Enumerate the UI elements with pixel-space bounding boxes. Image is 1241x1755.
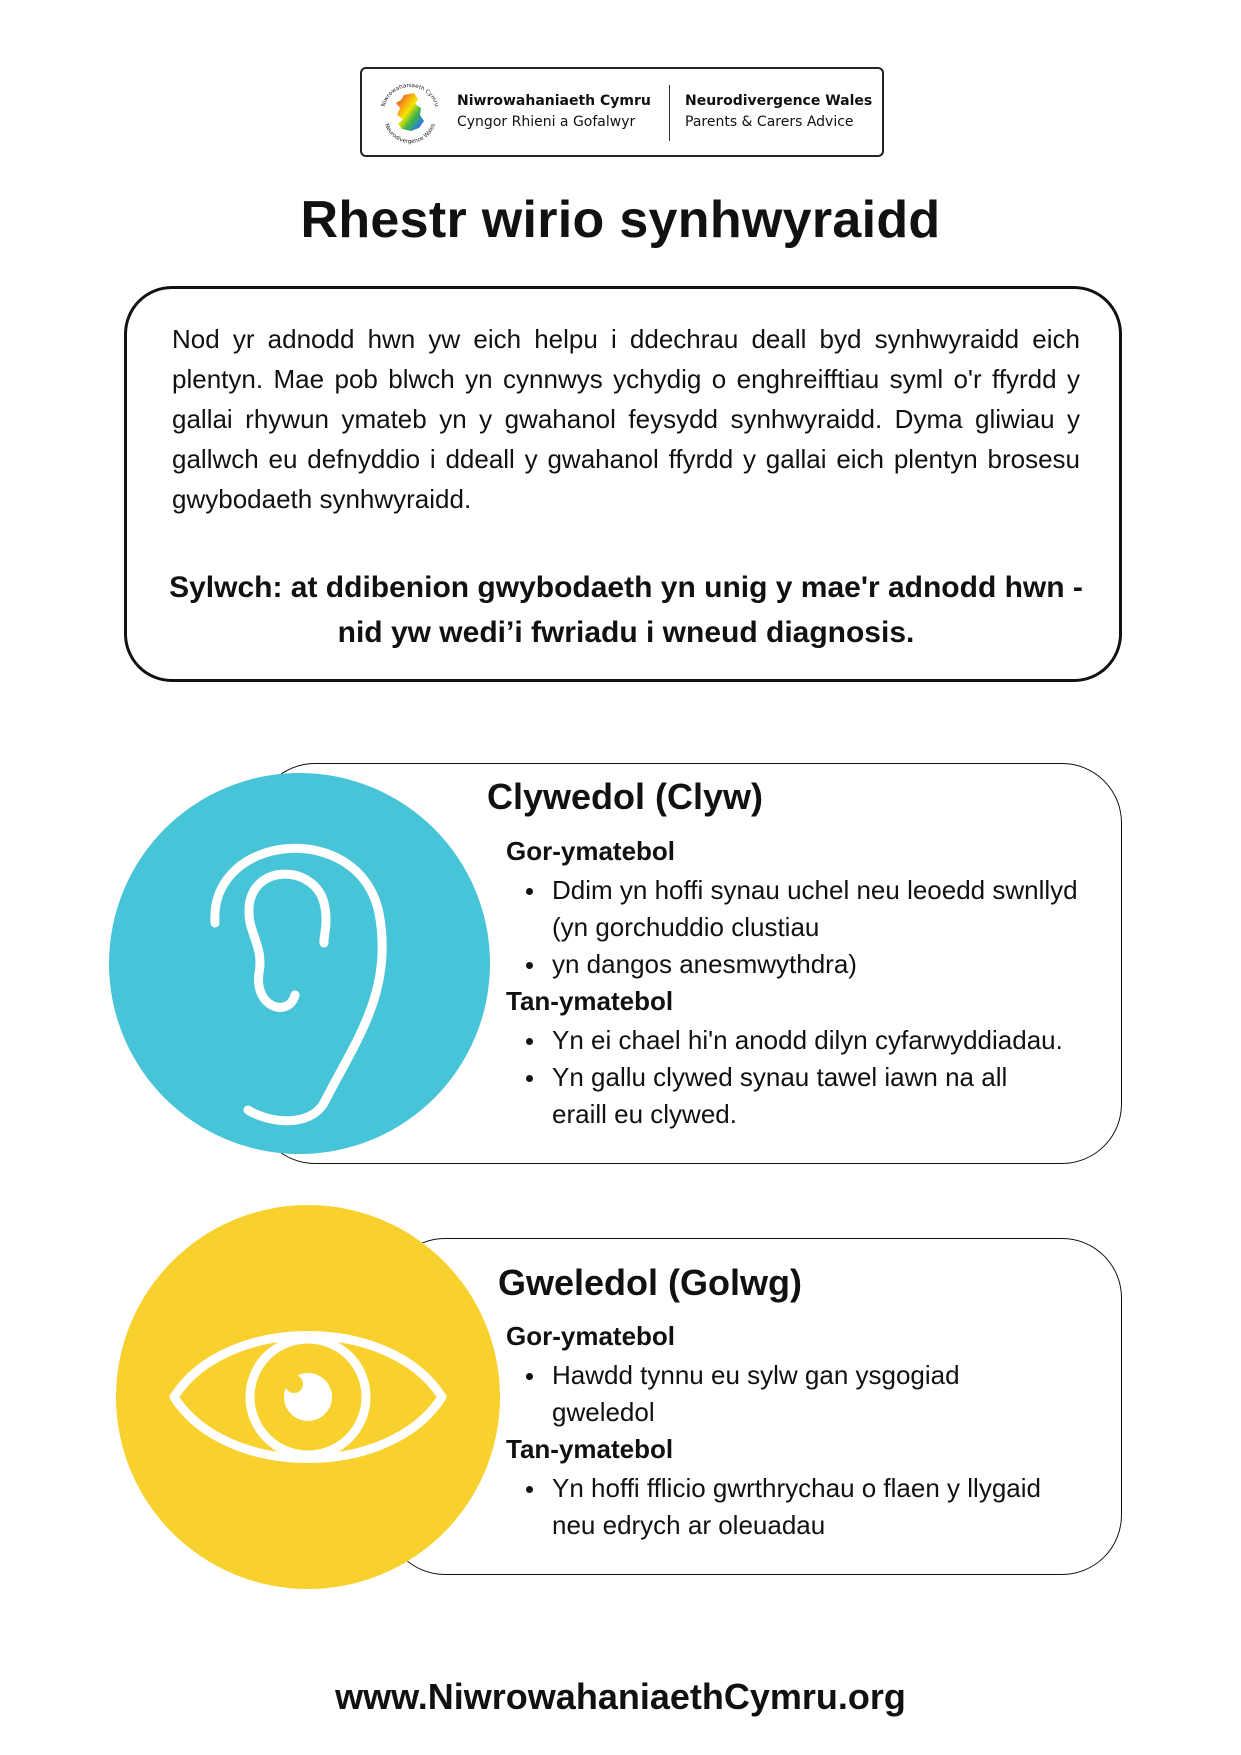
auditory-title: Clywedol (Clyw) [487,776,764,817]
svg-text:Niwrowahaniaeth Cymru: Niwrowahaniaeth Cymru [380,82,440,108]
visual-circle [116,1205,500,1589]
list-item: Yn hoffi fflicio gwrthrychau o flaen y llygaid neu edrych ar oleuadau [507,1470,1087,1544]
ear-icon [109,773,490,1154]
intro-text: Nod yr adnodd hwn yw eich helpu i ddechrau deall byd synhwyraidd eich plentyn. Mae pob blwch yn cynnwys ychydig o enghreifftiau syml o'r ffyrdd y gallai rhywun ymateb yn y gwahanol feysydd synhwyraidd. Dyma gliwiau y gallwch eu defnyddio i ddeall y gwahanol ffyrdd y gallai eich plentyn brosesu gwybodaeth synhwyraidd. [172,324,1080,514]
rainbow-wales-map-icon [374,77,446,149]
organisation-logo [360,67,884,157]
auditory-over-list [507,872,1087,983]
eye-icon [116,1205,500,1589]
disclaimer-note: Sylwch: at ddibenion gwybodaeth yn unig y mae'r adnodd hwn - nid yw wedi’i fwriadu i wneud diagnosis. [169,571,1083,649]
logo-welsh-subtitle: Cyngor Rhieni a Gofalwyr [457,114,636,130]
website-url[interactable]: www.NiwrowahaniaethCymru.org [335,1676,906,1717]
list-item: Ddim yn hoffi synau uchel neu leoedd swnllyd (yn gorchuddio clustiau [507,872,1087,946]
visual-under-heading: Tan-ymatebol [506,1434,674,1464]
logo-welsh-name: Niwrowahaniaeth Cymru [457,93,651,109]
list-item: Yn gallu clywed synau tawel iawn na all eraill eu clywed. [507,1059,1042,1133]
auditory-circle [109,773,490,1154]
visual-title: Gweledol (Golwg) [498,1262,802,1303]
logo-divider [669,85,670,141]
svg-text:Neurodivergence Wales: Neurodivergence Wales [383,122,437,146]
logo-english-subtitle: Parents & Carers Advice [685,114,854,130]
visual-over-heading: Gor-ymatebol [506,1321,676,1351]
list-item: Hawdd tynnu eu sylw gan ysgogiad gweledol [507,1357,977,1431]
list-item: Yn ei chael hi'n anodd dilyn cyfarwyddiadau. [507,1022,1097,1059]
auditory-under-list [507,1022,1097,1133]
list-item: yn dangos anesmwythdra) [507,946,1087,983]
page-title: Rhestr wirio synhwyraidd [300,191,941,249]
visual-over-list [507,1357,977,1431]
auditory-under-heading: Tan-ymatebol [506,986,674,1016]
intro-box [124,286,1122,682]
visual-under-list [507,1470,1087,1544]
auditory-over-heading: Gor-ymatebol [506,836,676,866]
logo-english-name: Neurodivergence Wales [685,93,873,109]
